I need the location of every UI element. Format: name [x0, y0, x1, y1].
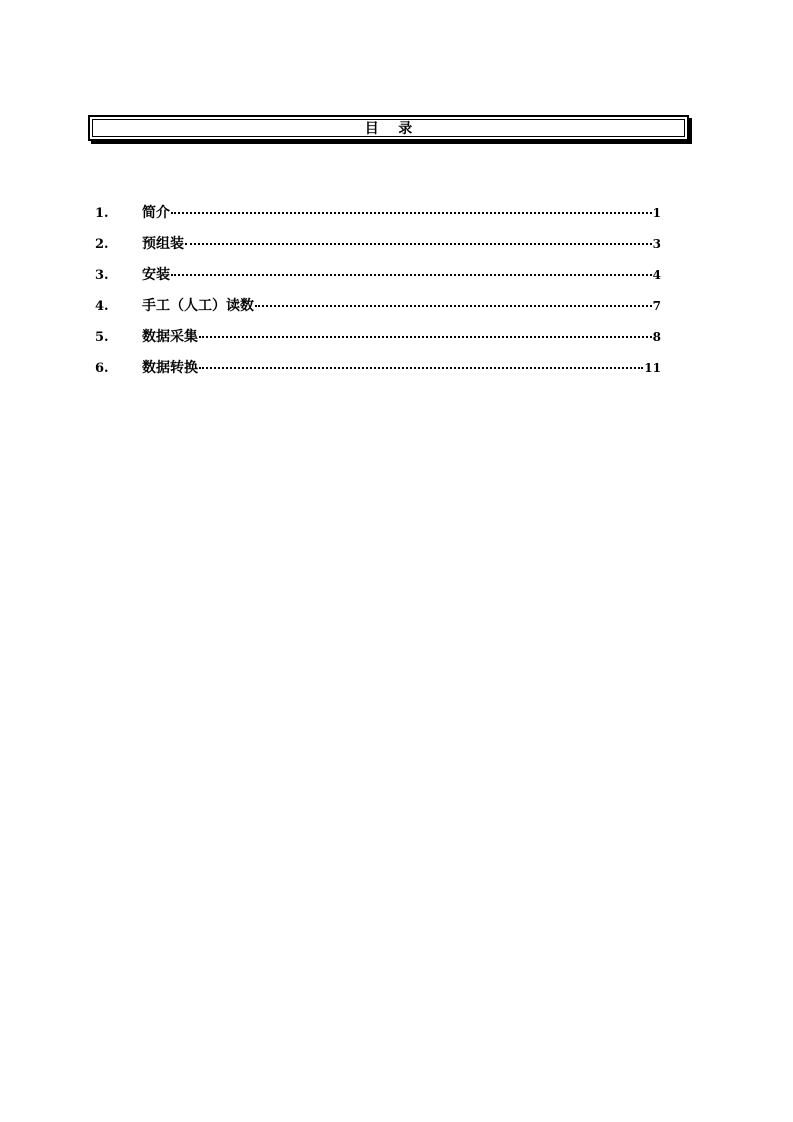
toc-entry[interactable] — [95, 265, 661, 296]
toc-dot-leader — [255, 305, 652, 307]
toc-entry-number: 5. — [95, 330, 109, 345]
toc-entry[interactable] — [95, 203, 661, 234]
toc-entry-page[interactable]: 8 — [652, 330, 661, 344]
toc-dot-leader — [171, 274, 652, 276]
toc-dot-leader — [171, 212, 652, 214]
toc-dot-leader — [185, 243, 652, 245]
toc-entry-page[interactable]: 11 — [644, 361, 661, 375]
toc-entry-page[interactable]: 3 — [652, 237, 661, 251]
toc-entry-number: 3. — [95, 268, 109, 283]
toc-entry-number: 4. — [95, 299, 109, 314]
toc-dot-leader — [199, 336, 652, 338]
toc-entry-title[interactable]: 简介 — [142, 205, 170, 221]
toc-heading-inner-frame — [92, 119, 685, 137]
toc-entry-title[interactable]: 预组装 — [142, 236, 184, 252]
table-of-contents — [95, 203, 661, 389]
toc-dot-leader — [199, 367, 643, 369]
toc-entry-number: 6. — [95, 361, 109, 376]
toc-entry-number: 1. — [95, 206, 109, 221]
toc-entry-title[interactable]: 安装 — [142, 267, 170, 283]
toc-entry-title[interactable]: 数据采集 — [142, 329, 198, 345]
toc-entry-page[interactable]: 7 — [652, 299, 661, 313]
toc-entry-title[interactable]: 数据转换 — [142, 360, 198, 376]
toc-entry[interactable] — [95, 234, 661, 265]
toc-entry-page[interactable]: 4 — [652, 268, 661, 282]
toc-heading: 目 录 — [364, 121, 413, 137]
toc-entry-page[interactable]: 1 — [652, 206, 661, 220]
toc-entry[interactable] — [95, 296, 661, 327]
toc-entry-number: 2. — [95, 237, 109, 252]
toc-entry[interactable] — [95, 358, 661, 389]
toc-heading-box — [88, 115, 689, 141]
toc-entry-title[interactable]: 手工（人工）读数 — [142, 298, 254, 314]
toc-entry[interactable] — [95, 327, 661, 358]
